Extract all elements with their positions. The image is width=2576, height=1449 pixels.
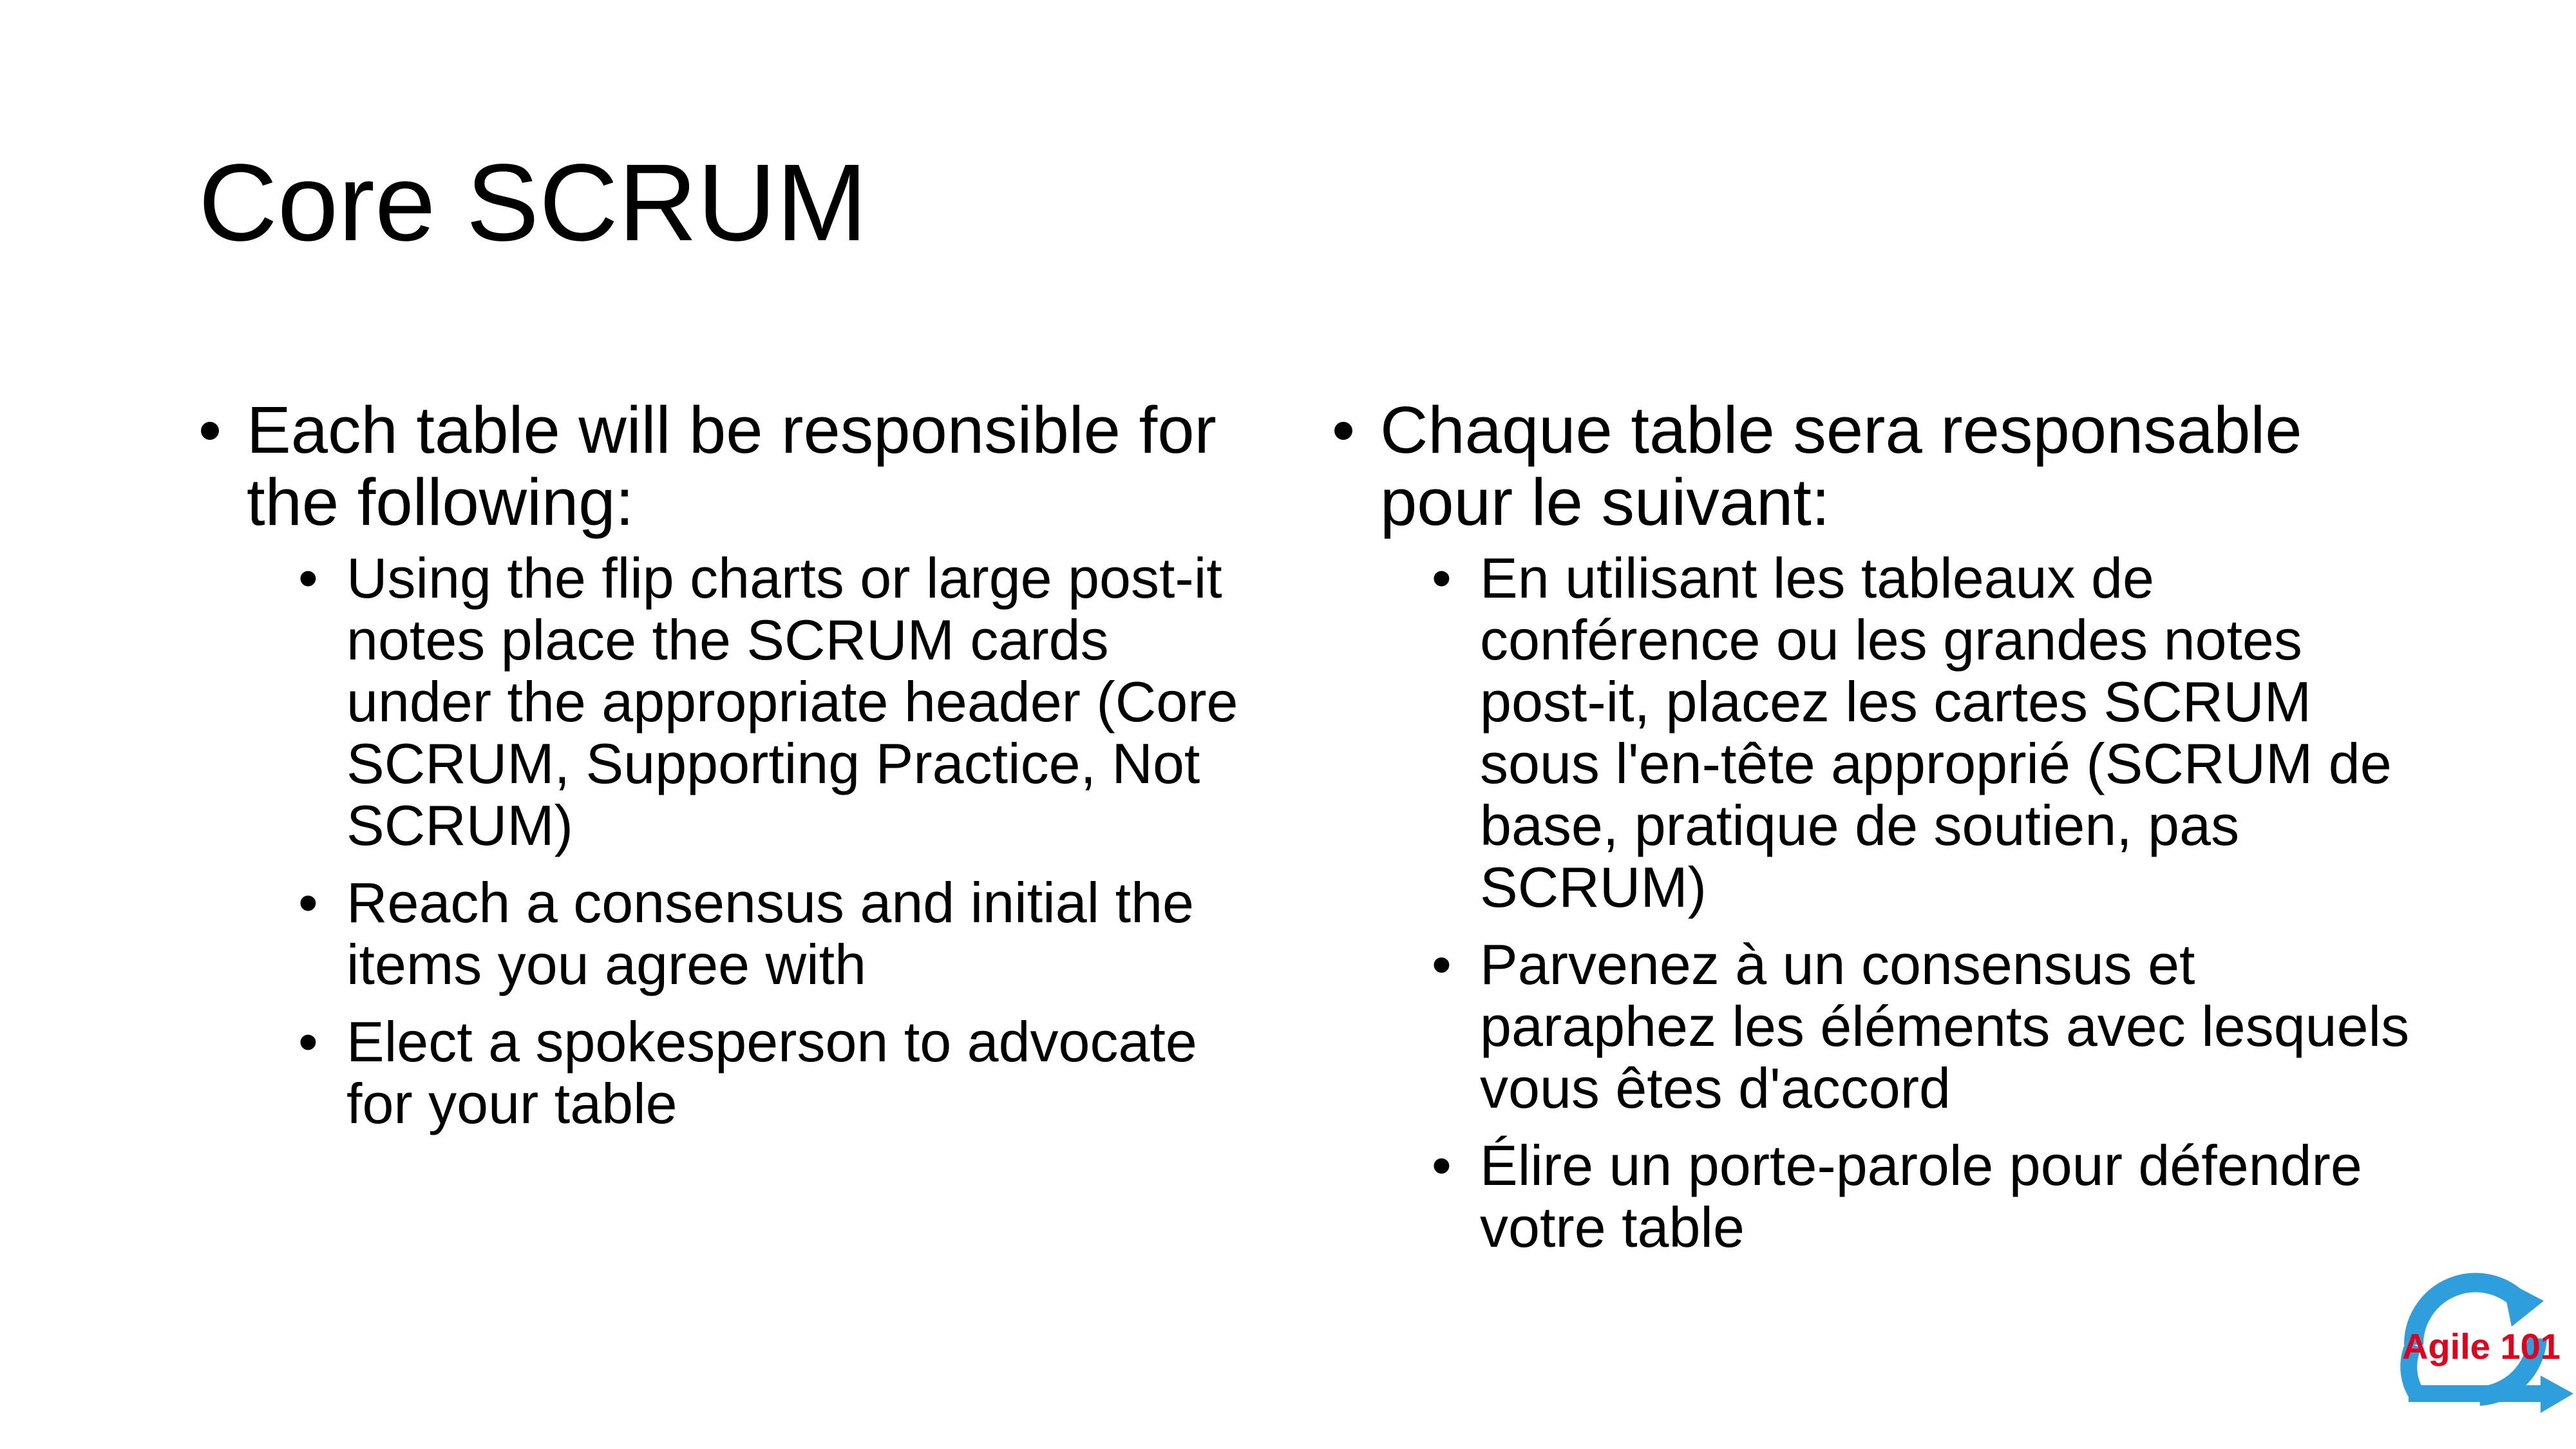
list-item [298,872,1261,996]
right-bullet-list [1332,394,2427,1258]
bullet-icon: • [1432,933,1452,996]
list-item-text: Elect a spokesperson to advocate for your table [346,1010,1197,1135]
list-item-text: En utilisant les tableaux de conférence ou les grandes notes post-it, placez les cartes SCRUM sous l'en-tête approprié (SCRUM de base, pratique de soutien, pas SCRUM) [1480,546,2392,919]
slide-title: Core SCRUM [198,142,868,264]
list-item-text: Reach a consensus and initial the items you agree with [346,871,1194,996]
list-item-text: Using the flip charts or large post-it notes place the SCRUM cards under the appropriate header (Core SCRUM, Supporting Practice, Not SCRUM) [346,546,1238,857]
agile-101-logo [2383,1267,2576,1422]
bullet-icon: • [1432,546,1452,610]
list-item [298,1011,1261,1135]
list-item-text: Élire un porte-parole pour défendre votre table [1480,1133,2362,1259]
list-item-text: Parvenez à un consensus et paraphez les éléments avec lesquels vous êtes d'accord [1480,933,2410,1120]
right-main-bullet [1332,394,2427,1258]
bullet-icon: • [298,871,318,934]
list-item [1432,1135,2427,1258]
bullet-icon: • [298,546,318,610]
bullet-icon: • [198,393,222,467]
left-sub-list [247,547,1261,1135]
left-main-bullet [198,394,1261,1135]
left-bullet-list [198,394,1261,1135]
right-main-text: Chaque table sera responsable pour le suivant: [1380,393,2302,539]
list-item [298,547,1261,857]
list-item [1432,934,2427,1119]
right-sub-list [1380,547,2427,1258]
right-column [1332,394,2427,1278]
bullet-icon: • [1332,393,1356,467]
list-item [1432,547,2427,918]
bullet-icon: • [1432,1133,1452,1197]
left-column [198,394,1261,1154]
logo-text: Agile 101 [2402,1326,2561,1367]
left-main-text: Each table will be responsible for the following: [247,393,1217,539]
bullet-icon: • [298,1010,318,1074]
